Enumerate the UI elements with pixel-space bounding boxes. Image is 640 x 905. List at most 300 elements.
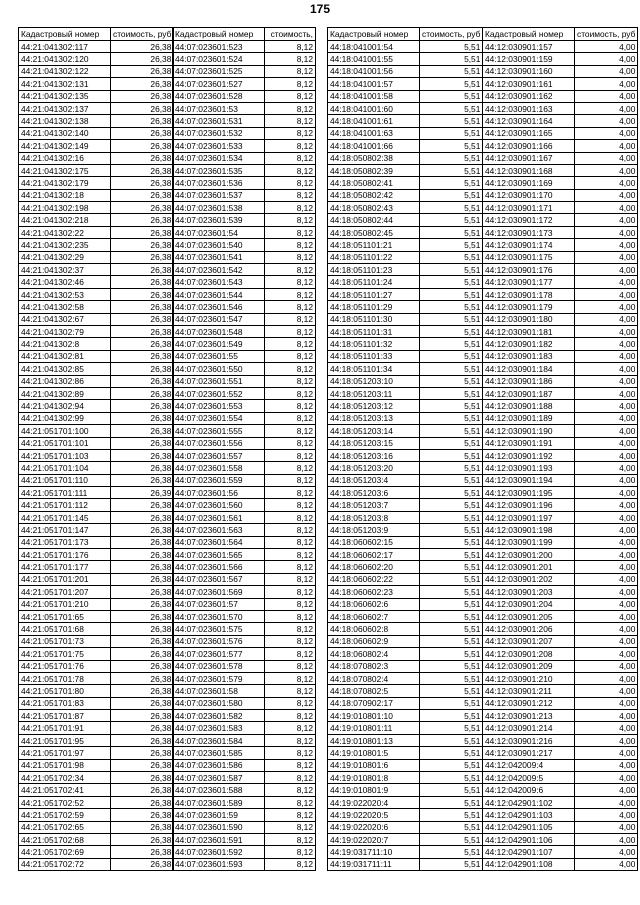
cost-cell: 5,51	[420, 400, 483, 412]
cost-cell: 5,51	[420, 685, 483, 697]
cadastral-number-cell: 44:21:051701:68	[19, 623, 111, 635]
cadastral-number-cell: 44:18:050802:44	[328, 214, 420, 226]
cadastral-number-cell: 44:07:023601:576	[173, 635, 265, 647]
cost-cell: 5,51	[420, 834, 483, 846]
table-row	[328, 747, 483, 759]
cost-cell: 4,00	[575, 140, 638, 152]
cadastral-number-cell: 44:21:041302:138	[19, 115, 111, 127]
table-row	[173, 387, 316, 399]
cadastral-number-cell: 44:19:010801:11	[328, 722, 420, 734]
table-row	[483, 784, 638, 796]
cost-cell: 4,00	[575, 189, 638, 201]
cost-cell: 5,51	[420, 710, 483, 722]
table-row	[483, 226, 638, 238]
table-row	[173, 449, 316, 461]
cost-cell: 4,00	[575, 487, 638, 499]
cost-cell: 8,12	[265, 325, 316, 337]
table-row	[328, 90, 483, 102]
cadastral-number-cell: 44:07:023601:583	[173, 722, 265, 734]
table-row	[173, 115, 316, 127]
table-row	[328, 140, 483, 152]
table-row	[483, 202, 638, 214]
cost-cell: 26,38	[111, 437, 174, 449]
table-row	[328, 660, 483, 672]
table-row	[483, 239, 638, 251]
cadastral-number-cell: 44:18:051101:30	[328, 313, 420, 325]
cadastral-number-cell: 44:18:051101:27	[328, 288, 420, 300]
cost-cell: 26,38	[111, 226, 174, 238]
cadastral-number-cell: 44:21:051702:72	[19, 858, 111, 870]
cost-cell: 5,51	[420, 102, 483, 114]
cost-cell: 26,38	[111, 425, 174, 437]
cost-cell: 4,00	[575, 610, 638, 622]
cost-cell: 26,38	[111, 78, 174, 90]
table-row	[483, 301, 638, 313]
table-row	[328, 78, 483, 90]
table-row	[173, 202, 316, 214]
cost-cell: 5,51	[420, 648, 483, 660]
table-row	[328, 610, 483, 622]
table-row	[328, 549, 483, 561]
cadastral-number-cell: 44:21:051701:83	[19, 697, 111, 709]
table-row	[19, 573, 174, 585]
table-row	[483, 425, 638, 437]
cost-cell: 5,51	[420, 462, 483, 474]
table-row	[19, 809, 174, 821]
cost-cell: 5,51	[420, 425, 483, 437]
cost-cell: 4,00	[575, 710, 638, 722]
cadastral-number-cell: 44:18:051203:14	[328, 425, 420, 437]
table-row	[19, 499, 174, 511]
cost-cell: 8,12	[265, 127, 316, 139]
cadastral-number-cell: 44:12:030901:186	[483, 375, 575, 387]
cadastral-number-cell: 44:12:030901:192	[483, 449, 575, 461]
table-row	[173, 809, 316, 821]
cadastral-number-cell: 44:18:041001:61	[328, 115, 420, 127]
table-header-row	[173, 28, 316, 41]
table-row	[483, 325, 638, 337]
cadastral-number-cell: 44:07:023601:569	[173, 586, 265, 598]
cost-cell: 5,51	[420, 264, 483, 276]
cost-cell: 26,38	[111, 561, 174, 573]
table-row	[19, 313, 174, 325]
cadastral-number-cell: 44:07:023601:528	[173, 90, 265, 102]
table-row	[173, 722, 316, 734]
cadastral-number-cell: 44:21:051702:41	[19, 784, 111, 796]
cost-cell: 4,00	[575, 251, 638, 263]
cost-cell: 8,12	[265, 239, 316, 251]
cadastral-number-cell: 44:21:051701:75	[19, 648, 111, 660]
table-row	[19, 586, 174, 598]
cadastral-number-cell: 44:07:023601:591	[173, 834, 265, 846]
cost-cell: 8,12	[265, 710, 316, 722]
table-row	[483, 834, 638, 846]
cost-cell: 26,38	[111, 115, 174, 127]
cadastral-number-cell: 44:07:023601:56	[173, 487, 265, 499]
cost-cell: 5,51	[420, 338, 483, 350]
cost-cell: 26,38	[111, 549, 174, 561]
cadastral-number-cell: 44:07:023601:55	[173, 350, 265, 362]
cadastral-number-cell: 44:19:031711:10	[328, 846, 420, 858]
table-row	[328, 325, 483, 337]
cost-cell: 5,51	[420, 524, 483, 536]
cost-cell: 8,12	[265, 598, 316, 610]
cost-cell: 4,00	[575, 772, 638, 784]
cadastral-number-cell: 44:19:010801:8	[328, 772, 420, 784]
cadastral-number-cell: 44:18:041001:66	[328, 140, 420, 152]
cadastral-number-header: Кадастровый номер	[328, 28, 420, 41]
cadastral-number-cell: 44:21:041302:46	[19, 276, 111, 288]
cadastral-number-cell: 44:07:023601:525	[173, 65, 265, 77]
table-row	[328, 350, 483, 362]
table-row	[19, 710, 174, 722]
cost-cell: 26,38	[111, 152, 174, 164]
table-row	[328, 648, 483, 660]
table-row	[19, 177, 174, 189]
cost-cell: 26,38	[111, 834, 174, 846]
table-row	[483, 561, 638, 573]
cadastral-number-cell: 44:12:030901:202	[483, 573, 575, 585]
cost-cell: 26,38	[111, 264, 174, 276]
table-row	[173, 598, 316, 610]
cadastral-number-cell: 44:12:030901:168	[483, 164, 575, 176]
cost-cell: 26,38	[111, 363, 174, 375]
cost-cell: 26,38	[111, 536, 174, 548]
table-row	[19, 511, 174, 523]
cost-cell: 26,38	[111, 449, 174, 461]
table-row	[483, 363, 638, 375]
cost-cell: 26,38	[111, 301, 174, 313]
cost-cell: 26,39	[111, 487, 174, 499]
table-row	[328, 239, 483, 251]
cadastral-number-cell: 44:18:041001:57	[328, 78, 420, 90]
cost-cell: 5,51	[420, 759, 483, 771]
cost-cell: 4,00	[575, 499, 638, 511]
cost-cell: 4,00	[575, 648, 638, 660]
cadastral-number-cell: 44:12:030901:198	[483, 524, 575, 536]
table-row	[19, 536, 174, 548]
cadastral-number-cell: 44:07:023601:544	[173, 288, 265, 300]
cadastral-number-cell: 44:07:023601:563	[173, 524, 265, 536]
table-row	[483, 710, 638, 722]
cost-cell: 26,38	[111, 734, 174, 746]
table-row	[328, 487, 483, 499]
cost-cell: 5,51	[420, 115, 483, 127]
table-row	[19, 796, 174, 808]
cost-cell: 5,51	[420, 313, 483, 325]
cost-cell: 5,51	[420, 90, 483, 102]
cost-cell: 4,00	[575, 623, 638, 635]
cadastral-number-cell: 44:21:051701:177	[19, 561, 111, 573]
cost-cell: 5,51	[420, 140, 483, 152]
cadastral-number-cell: 44:07:023601:579	[173, 672, 265, 684]
cadastral-number-cell: 44:12:042901:103	[483, 809, 575, 821]
table-row	[328, 858, 483, 870]
cost-cell: 5,51	[420, 499, 483, 511]
cadastral-number-cell: 44:12:030901:174	[483, 239, 575, 251]
table-row	[173, 400, 316, 412]
cost-cell: 4,00	[575, 759, 638, 771]
cost-cell: 8,12	[265, 610, 316, 622]
cadastral-number-cell: 44:21:051702:52	[19, 796, 111, 808]
cost-cell: 26,38	[111, 65, 174, 77]
cost-cell: 26,38	[111, 722, 174, 734]
cost-cell: 8,12	[265, 846, 316, 858]
table-header-row	[328, 28, 483, 41]
cadastral-number-cell: 44:21:051702:34	[19, 772, 111, 784]
cost-cell: 8,12	[265, 449, 316, 461]
table-row	[173, 288, 316, 300]
table-row	[173, 499, 316, 511]
table-row	[483, 573, 638, 585]
cost-cell: 5,51	[420, 65, 483, 77]
cadastral-number-cell: 44:21:041302:179	[19, 177, 111, 189]
cost-cell: 4,00	[575, 722, 638, 734]
cadastral-number-cell: 44:12:030901:210	[483, 672, 575, 684]
cadastral-number-cell: 44:21:051701:111	[19, 487, 111, 499]
cadastral-number-cell: 44:21:041302:122	[19, 65, 111, 77]
cost-cell: 4,00	[575, 78, 638, 90]
cadastral-number-cell: 44:21:041302:94	[19, 400, 111, 412]
cost-cell: 4,00	[575, 65, 638, 77]
cost-cell: 8,12	[265, 65, 316, 77]
table-row	[328, 511, 483, 523]
cadastral-number-cell: 44:07:023601:524	[173, 53, 265, 65]
cost-cell: 26,38	[111, 189, 174, 201]
cadastral-number-header: Кадастровый номер	[19, 28, 111, 41]
cadastral-number-cell: 44:21:041302:16	[19, 152, 111, 164]
cadastral-number-cell: 44:12:030901:190	[483, 425, 575, 437]
cadastral-number-cell: 44:12:030901:204	[483, 598, 575, 610]
table-row	[328, 573, 483, 585]
cost-cell: 26,38	[111, 127, 174, 139]
table-row	[19, 772, 174, 784]
cost-cell: 5,51	[420, 784, 483, 796]
table-row	[483, 53, 638, 65]
cadastral-number-cell: 44:12:042901:108	[483, 858, 575, 870]
table-row	[483, 65, 638, 77]
cost-cell: 8,12	[265, 834, 316, 846]
cost-cell: 4,00	[575, 586, 638, 598]
cadastral-number-cell: 44:12:030901:183	[483, 350, 575, 362]
cost-cell: 4,00	[575, 809, 638, 821]
table-row	[19, 375, 174, 387]
table-row	[173, 325, 316, 337]
table-row	[328, 288, 483, 300]
cost-cell: 5,51	[420, 363, 483, 375]
cost-cell: 5,51	[420, 276, 483, 288]
table-row	[19, 425, 174, 437]
table-row	[173, 474, 316, 486]
cost-cell: 26,38	[111, 796, 174, 808]
cadastral-number-cell: 44:07:023601:54	[173, 226, 265, 238]
cadastral-number-cell: 44:07:023601:59	[173, 809, 265, 821]
table-row	[328, 189, 483, 201]
table-row	[19, 202, 174, 214]
cost-cell: 4,00	[575, 53, 638, 65]
cost-cell: 26,38	[111, 672, 174, 684]
cost-cell: 26,38	[111, 239, 174, 251]
cadastral-number-cell: 44:07:023601:58	[173, 685, 265, 697]
cost-cell: 4,00	[575, 524, 638, 536]
cadastral-number-cell: 44:18:041001:60	[328, 102, 420, 114]
cadastral-number-cell: 44:21:041302:149	[19, 140, 111, 152]
cost-cell: 5,51	[420, 561, 483, 573]
cost-cell: 4,00	[575, 573, 638, 585]
cadastral-number-cell: 44:07:023601:548	[173, 325, 265, 337]
cadastral-number-cell: 44:18:041001:63	[328, 127, 420, 139]
cadastral-number-cell: 44:21:051701:78	[19, 672, 111, 684]
cost-cell: 8,12	[265, 648, 316, 660]
cost-table-column-4	[482, 27, 638, 871]
table-row	[19, 672, 174, 684]
table-row	[328, 152, 483, 164]
table-row	[328, 53, 483, 65]
cadastral-number-cell: 44:07:023601:543	[173, 276, 265, 288]
cost-cell: 8,12	[265, 164, 316, 176]
cadastral-number-cell: 44:12:030901:216	[483, 734, 575, 746]
table-row	[173, 425, 316, 437]
cadastral-number-cell: 44:19:010801:5	[328, 747, 420, 759]
cost-cell: 26,38	[111, 462, 174, 474]
table-row	[483, 524, 638, 536]
cadastral-number-cell: 44:18:051203:16	[328, 449, 420, 461]
cadastral-number-cell: 44:12:042009:4	[483, 759, 575, 771]
table-row	[19, 412, 174, 424]
cost-cell: 5,51	[420, 202, 483, 214]
table-row	[328, 363, 483, 375]
cadastral-number-cell: 44:12:030901:196	[483, 499, 575, 511]
cost-cell: 8,12	[265, 635, 316, 647]
cadastral-number-cell: 44:21:051702:68	[19, 834, 111, 846]
table-row	[328, 102, 483, 114]
cost-cell: 4,00	[575, 549, 638, 561]
table-row	[173, 53, 316, 65]
table-row	[19, 846, 174, 858]
cost-cell: 26,38	[111, 499, 174, 511]
table-row	[483, 747, 638, 759]
cadastral-number-cell: 44:12:030901:194	[483, 474, 575, 486]
cost-cell: 8,12	[265, 722, 316, 734]
cost-cell: 5,51	[420, 846, 483, 858]
cost-cell: 4,00	[575, 325, 638, 337]
table-row	[173, 313, 316, 325]
table-row	[328, 65, 483, 77]
cadastral-number-cell: 44:18:070902:17	[328, 697, 420, 709]
cost-cell: 5,51	[420, 288, 483, 300]
cost-cell: 4,00	[575, 536, 638, 548]
cost-cell: 4,00	[575, 115, 638, 127]
table-row	[19, 53, 174, 65]
cadastral-number-cell: 44:18:041001:54	[328, 41, 420, 53]
cadastral-number-cell: 44:18:050802:38	[328, 152, 420, 164]
cadastral-number-cell: 44:21:051701:101	[19, 437, 111, 449]
table-row	[328, 784, 483, 796]
cost-cell: 5,51	[420, 697, 483, 709]
cost-cell: 26,38	[111, 573, 174, 585]
cadastral-number-cell: 44:07:023601:559	[173, 474, 265, 486]
cadastral-number-cell: 44:12:030901:197	[483, 511, 575, 523]
cost-cell: 26,38	[111, 511, 174, 523]
cost-cell: 8,12	[265, 400, 316, 412]
cadastral-number-cell: 44:21:041302:137	[19, 102, 111, 114]
table-row	[173, 772, 316, 784]
cadastral-number-cell: 44:21:041302:89	[19, 387, 111, 399]
cost-cell: 26,38	[111, 697, 174, 709]
table-row	[19, 759, 174, 771]
cost-cell: 26,38	[111, 177, 174, 189]
cadastral-number-cell: 44:21:041302:18	[19, 189, 111, 201]
cadastral-number-cell: 44:12:030901:173	[483, 226, 575, 238]
cadastral-number-cell: 44:21:041302:99	[19, 412, 111, 424]
cost-cell: 8,12	[265, 363, 316, 375]
cost-cell: 5,51	[420, 623, 483, 635]
cadastral-number-cell: 44:07:023601:540	[173, 239, 265, 251]
table-row	[483, 549, 638, 561]
cadastral-number-cell: 44:21:041302:67	[19, 313, 111, 325]
table-row	[19, 90, 174, 102]
cost-cell: 8,12	[265, 90, 316, 102]
cost-cell: 4,00	[575, 363, 638, 375]
cost-cell: 8,12	[265, 734, 316, 746]
cost-cell: 26,38	[111, 846, 174, 858]
cadastral-number-cell: 44:12:042901:102	[483, 796, 575, 808]
table-row	[173, 536, 316, 548]
cadastral-number-cell: 44:21:041302:235	[19, 239, 111, 251]
cadastral-number-cell: 44:12:030901:203	[483, 586, 575, 598]
table-row	[173, 189, 316, 201]
cadastral-number-cell: 44:07:023601:587	[173, 772, 265, 784]
table-row	[173, 796, 316, 808]
cost-cell: 26,38	[111, 375, 174, 387]
table-row	[173, 375, 316, 387]
table-row	[328, 251, 483, 263]
table-row	[483, 78, 638, 90]
cost-cell: 5,51	[420, 722, 483, 734]
table-row	[19, 239, 174, 251]
table-row	[328, 524, 483, 536]
table-row	[19, 598, 174, 610]
cost-cell: 26,38	[111, 610, 174, 622]
table-row	[483, 772, 638, 784]
cost-cell: 4,00	[575, 412, 638, 424]
table-row	[173, 487, 316, 499]
cadastral-number-cell: 44:18:051203:9	[328, 524, 420, 536]
table-row	[328, 425, 483, 437]
table-row	[19, 350, 174, 362]
cadastral-number-cell: 44:18:060602:20	[328, 561, 420, 573]
cost-cell: 26,38	[111, 338, 174, 350]
table-row	[19, 648, 174, 660]
cadastral-number-cell: 44:18:051101:22	[328, 251, 420, 263]
table-row	[483, 499, 638, 511]
cadastral-number-cell: 44:07:023601:554	[173, 412, 265, 424]
cost-cell: 4,00	[575, 821, 638, 833]
table-row	[483, 635, 638, 647]
cost-cell: 26,38	[111, 772, 174, 784]
cost-cell: 26,38	[111, 325, 174, 337]
table-row	[173, 610, 316, 622]
cadastral-number-cell: 44:12:030901:207	[483, 635, 575, 647]
table-row	[173, 226, 316, 238]
cadastral-number-cell: 44:21:041302:53	[19, 288, 111, 300]
table-row	[19, 858, 174, 870]
cadastral-number-cell: 44:21:051701:147	[19, 524, 111, 536]
cadastral-number-cell: 44:07:023601:539	[173, 214, 265, 226]
cadastral-number-cell: 44:21:041302:58	[19, 301, 111, 313]
table-row	[173, 549, 316, 561]
cost-cell: 26,38	[111, 660, 174, 672]
